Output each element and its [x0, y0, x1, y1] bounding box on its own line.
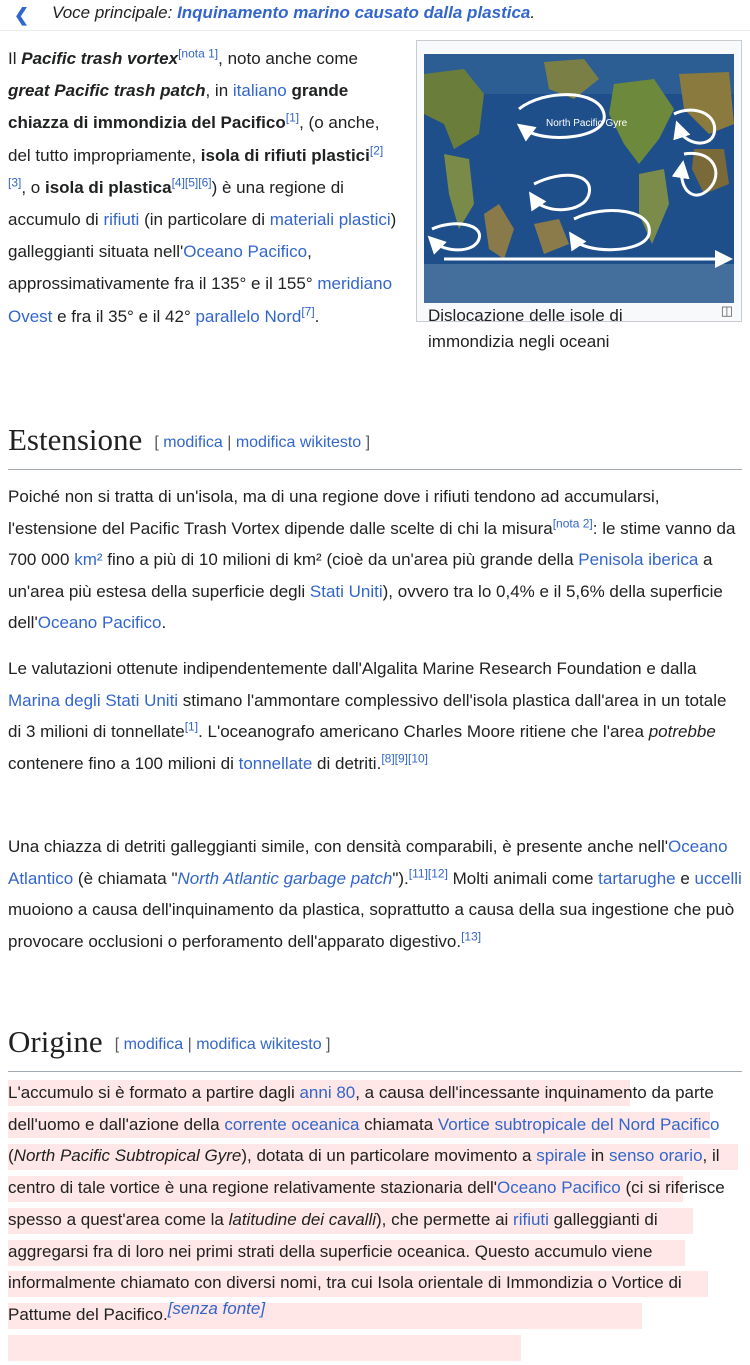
enlarge-icon[interactable]: ◫	[720, 303, 733, 318]
link-marina-stati-uniti[interactable]: Marina degli Stati Uniti	[8, 690, 179, 710]
figure-thumbnail	[416, 40, 742, 351]
section-edit-links: [ modifica | modifica wikitesto ]	[154, 434, 371, 451]
edit-link-2[interactable]: modifica	[123, 1036, 184, 1053]
link-oceano-pacifico[interactable]: Oceano Pacifico	[183, 242, 308, 262]
ref-11-12[interactable]: [11][12]	[408, 865, 448, 880]
footnote-nota-2[interactable]: [nota 2]	[552, 515, 593, 530]
footnote-nota-1[interactable]: [nota 1]	[178, 46, 219, 61]
ref-13[interactable]: [13]	[461, 928, 482, 943]
lead-paragraph: Il Pacific trash vortex[nota 1], noto anche come great Pacific trash patch, in italiano grande chiazza di immondizia del Pacifico[1], (o anche, del tutto impropriamente, isola di rifiuti plastici[2][3], o isola di plastica[4][5][6]) è una regione di accumulo di rifiuti (in particolare di materiali plastici) galleggianti situata nell'Oceano Pacifico, approssimativamente fra il 135° e il 155° meridiano Ovest e fra il 35° e il 42° parallelo Nord[7].	[8, 46, 397, 326]
section-title-estensione: Estensione	[8, 422, 143, 457]
edit-link[interactable]: modifica	[163, 434, 223, 451]
link-parallelo-nord[interactable]: parallelo Nord	[195, 306, 302, 326]
ref-4-5-6[interactable]: [4][5][6]	[171, 175, 212, 190]
link-stati-uniti[interactable]: Stati Uniti	[309, 581, 383, 601]
link-meridiano-ovest[interactable]: meridiano Ovest	[8, 274, 393, 326]
section-heading-origine	[8, 1022, 742, 1072]
hatnote-prefix: Voce principale:	[52, 3, 178, 22]
ref-2[interactable]: [2]	[369, 142, 384, 157]
link-spirale[interactable]: spirale	[536, 1146, 587, 1166]
link-anni-80[interactable]: anni 80	[299, 1083, 356, 1102]
link-uccelli[interactable]: uccelli	[694, 868, 742, 888]
hatnote-bar	[0, 0, 750, 31]
link-materiali-plastici[interactable]: materiali plastici	[269, 210, 391, 230]
section-edit-links-2: [ modifica | modifica wikitesto ]	[114, 1036, 331, 1053]
main-article-link[interactable]: Inquinamento marino causato dalla plastica	[177, 3, 531, 22]
term-isola-rifiuti-plastici: isola di rifiuti plastici	[200, 145, 370, 165]
ref-1b[interactable]: [1]	[184, 719, 199, 734]
paragraph-origine-1: L'accumulo si è formato a partire dagli anni 80, a causa dell'incessante inquinamento da parte dell'uomo e dall'azione della corrente oceanica chiamata Vortice subtropicale del Nord Pacifico (North Pacific Subtropical Gyre), dotata di un particolare movimento a spirale in senso orario, il centro di tale vortice è una regione relativamente stazionaria dell'Oceano Pacifico (ci si riferisce spesso a quest'area come la latitudine dei cavalli), che permette ai rifiuti galleggianti di aggregarsi fra di loro nei primi strati della superficie oceanica. Questo accumulo viene informalmente chiamato con diversi nomi, tra cui Isola orientale di Immondizia o Vortice di Pattume del Pacifico.[senza fonte]	[8, 1083, 725, 1324]
term-great-pacific-trash-patch: great Pacific trash patch	[8, 81, 206, 101]
link-rifiuti[interactable]: rifiuti	[103, 210, 140, 230]
link-km2[interactable]: km²	[74, 550, 103, 569]
ocean-gyres-map[interactable]	[424, 54, 734, 303]
term-isola-plastica: isola di plastica	[44, 177, 172, 197]
figure-caption: Dislocazione delle isole di immondizia negli oceani	[428, 306, 623, 351]
section-title-origine: Origine	[8, 1024, 103, 1059]
link-tartarughe[interactable]: tartarughe	[598, 868, 676, 888]
term-grande-chiazza: grande chiazza di immondizia del Pacifico	[8, 81, 349, 133]
term-pacific-trash-vortex: Pacific trash vortex	[21, 49, 179, 68]
citation-needed[interactable]: [senza fonte]	[167, 1298, 266, 1318]
paragraph-estensione-1: Poiché non si tratta di un'isola, ma di una regione dove i rifiuti tendono ad accumularsi, l'estensione del Pacific Trash Vortex dipende dalle scelte di chi la misura[nota 2]: le stime vanno da 700 000 km² fino a più di 10 milioni di km² (cioè da un'area più grande della Penisola iberica a un'area più estesa della superficie degli Stati Uniti), ovvero tra lo 0,4% e il 5,6% della superficie dell'Oceano Pacifico.	[8, 487, 736, 632]
paragraph-estensione-3: Una chiazza di detriti galleggianti simile, con densità comparabili, è presente anche nell'Oceano Atlantico (è chiamata "North Atlantic garbage patch").[11][12] Molti animali come tartarughe e uccelli muoiono a causa dell'inquinamento da plastica, soprattutto a causa della sua ingestione che può provocare occlusioni o perforamento dell'apparato digestivo.[13]	[8, 837, 742, 951]
link-penisola-iberica[interactable]: Penisola iberica	[578, 550, 699, 569]
back-chevron-icon[interactable]: ❮	[14, 5, 30, 25]
link-italiano[interactable]: italiano	[232, 81, 287, 101]
ref-8-9-10[interactable]: [8][9][10]	[381, 750, 429, 765]
hatnote-text	[52, 0, 535, 26]
link-rifiuti-2[interactable]: rifiuti	[513, 1209, 549, 1229]
link-senso-orario[interactable]: senso orario	[608, 1146, 703, 1166]
paragraph-estensione-2: Le valutazioni ottenute indipendentemente dall'Algalita Marine Research Foundation e dalla Marina degli Stati Uniti stimano l'ammontare complessivo dell'isola plastica dall'area in un totale di 3 milioni di tonnellate[1]. L'oceanografo americano Charles Moore ritiene che l'area potrebbe contenere fino a 100 milioni di tonnellate di detriti.[8][9][10]	[8, 659, 727, 773]
link-oceano-pacifico-3[interactable]: Oceano Pacifico	[496, 1178, 621, 1198]
ref-7[interactable]: [7]	[301, 303, 315, 318]
link-tonnellate[interactable]: tonnellate	[238, 753, 313, 773]
link-north-atlantic-garbage-patch[interactable]: North Atlantic garbage patch	[177, 868, 393, 888]
edit-source-link[interactable]: modifica wikitesto	[235, 434, 362, 451]
link-oceano-pacifico-2[interactable]: Oceano Pacifico	[37, 613, 162, 632]
edit-source-link-2[interactable]: modifica wikitesto	[196, 1036, 322, 1053]
link-vortice-subtropicale[interactable]: Vortice subtropicale del Nord Pacifico	[437, 1114, 720, 1134]
hatnote-suffix: .	[530, 3, 536, 22]
map-label-north-pacific-gyre: North Pacific Gyre	[546, 118, 628, 129]
link-oceano-atlantico[interactable]: Oceano Atlantico	[8, 837, 728, 888]
ref-3[interactable]: [3]	[8, 175, 22, 190]
section-heading-estensione	[8, 420, 742, 470]
link-corrente-oceanica[interactable]: corrente oceanica	[224, 1114, 360, 1134]
ref-1[interactable]: [1]	[285, 110, 300, 125]
